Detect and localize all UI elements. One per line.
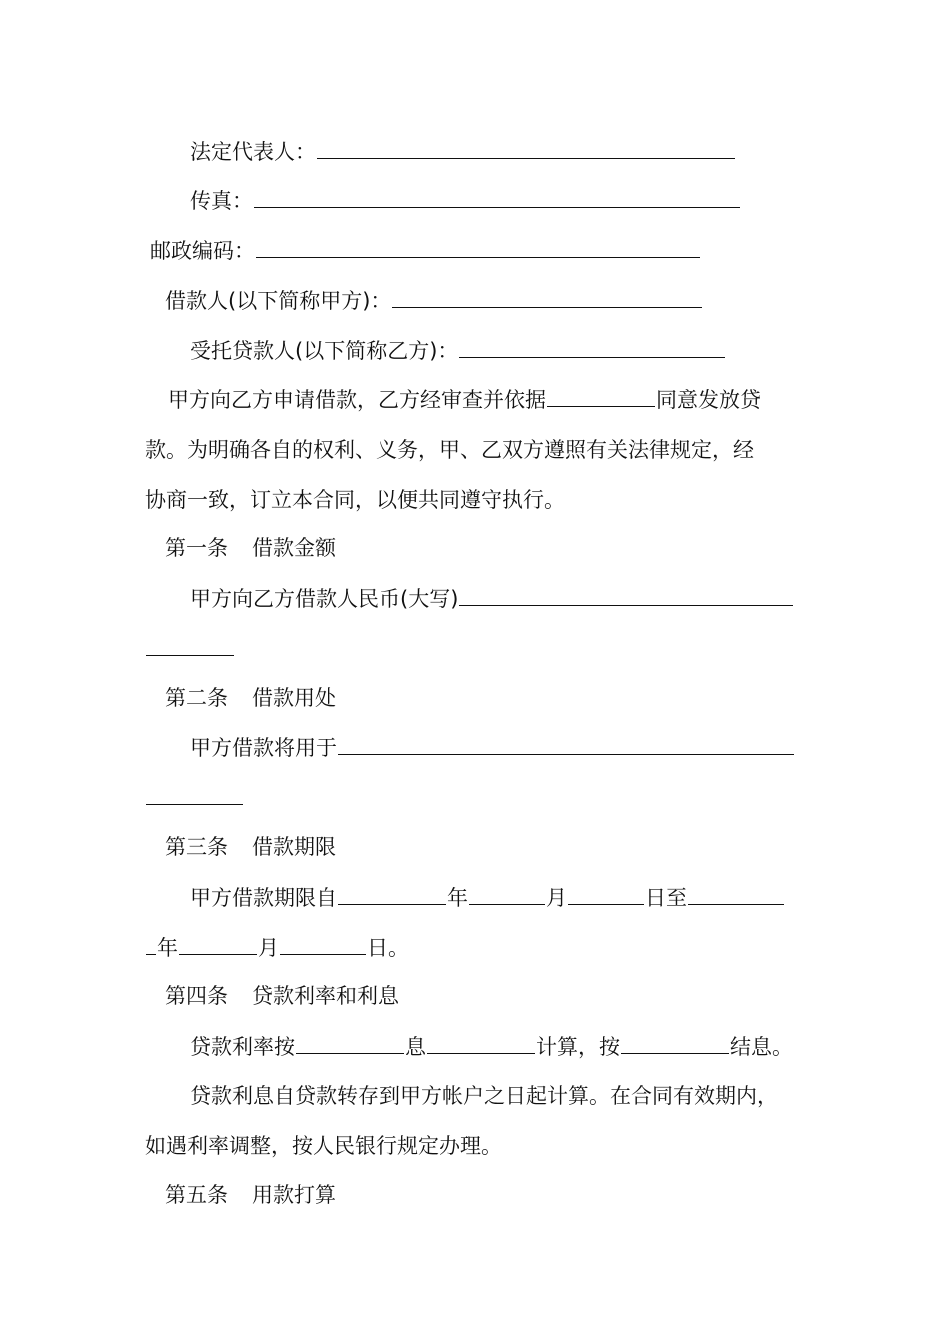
interest-label: 息 bbox=[405, 1035, 426, 1059]
article-3-number: 第三条 bbox=[165, 835, 228, 859]
month-label: 月 bbox=[546, 886, 567, 910]
fax-line bbox=[190, 185, 741, 216]
article-1-title: 借款金额 bbox=[252, 536, 336, 560]
article-3-body-line-1 bbox=[190, 882, 785, 913]
end-year-label: 年 bbox=[157, 936, 178, 960]
fax-label: 传真： bbox=[190, 189, 253, 213]
legal-rep-blank bbox=[317, 136, 735, 159]
settlement-blank bbox=[621, 1031, 729, 1054]
article-4-body-line-3 bbox=[145, 1131, 502, 1161]
calc-label: 计算，按 bbox=[536, 1035, 620, 1059]
article-2-text: 甲方借款将用于 bbox=[190, 736, 337, 760]
intro-basis-blank bbox=[547, 384, 655, 407]
intro-text-2: 款。为明确各自的权利、义务，甲、乙双方遵照有关法律规定，经 bbox=[145, 438, 754, 462]
article-4-body-line-2 bbox=[190, 1081, 778, 1111]
intro-text-3: 协商一致，订立本合同，以便共同遵守执行。 bbox=[145, 488, 565, 512]
fax-blank bbox=[254, 185, 740, 208]
day-to-label: 日至 bbox=[645, 886, 687, 910]
interest-blank bbox=[427, 1031, 535, 1054]
amount-blank-continued bbox=[146, 633, 234, 656]
end-month-blank bbox=[179, 932, 257, 955]
article-4-text-2b: 如遇利率调整，按人民银行规定办理。 bbox=[145, 1134, 502, 1158]
article-2-heading bbox=[165, 683, 336, 713]
postcode-label: 邮政编码： bbox=[150, 239, 255, 263]
article-5-heading bbox=[165, 1180, 336, 1210]
end-year-blank-continued bbox=[146, 932, 156, 955]
intro-line-1 bbox=[168, 384, 761, 415]
article-4-body-line-1 bbox=[190, 1031, 793, 1062]
intro-line-3 bbox=[145, 485, 565, 515]
article-4-heading bbox=[165, 981, 399, 1011]
article-2-continuation bbox=[145, 782, 244, 813]
article-1-text: 甲方向乙方借款人民币(大写) bbox=[190, 587, 459, 611]
legal-rep-label: 法定代表人： bbox=[190, 140, 316, 164]
article-2-number: 第二条 bbox=[165, 686, 228, 710]
article-3-title: 借款期限 bbox=[252, 835, 336, 859]
intro-line-2 bbox=[145, 435, 754, 465]
end-day-label: 日。 bbox=[367, 936, 409, 960]
borrower-blank bbox=[392, 285, 702, 308]
postcode-line bbox=[150, 235, 701, 266]
lender-line bbox=[190, 335, 726, 366]
article-2-body bbox=[190, 732, 795, 763]
article-5-title: 用款打算 bbox=[252, 1183, 336, 1207]
settlement-label: 结息。 bbox=[730, 1035, 793, 1059]
article-2-title: 借款用处 bbox=[252, 686, 336, 710]
end-day-blank bbox=[280, 932, 366, 955]
article-4-text-2a: 贷款利息自贷款转存到甲方帐户之日起计算。在合同有效期内， bbox=[190, 1084, 778, 1108]
article-4-title: 贷款利率和利息 bbox=[252, 984, 399, 1008]
article-3-heading bbox=[165, 832, 336, 862]
borrower-line bbox=[165, 285, 703, 316]
postcode-blank bbox=[256, 235, 700, 258]
start-month-blank bbox=[469, 882, 545, 905]
end-year-blank bbox=[688, 882, 784, 905]
end-month-label: 月 bbox=[258, 936, 279, 960]
legal-rep-line bbox=[190, 136, 736, 167]
purpose-blank-continued bbox=[146, 782, 243, 805]
rate-blank bbox=[296, 1031, 404, 1054]
lender-label: 受托贷款人(以下简称乙方)： bbox=[190, 339, 459, 363]
purpose-blank bbox=[338, 732, 794, 755]
intro-text-1b: 同意发放贷 bbox=[656, 388, 761, 412]
intro-text-1a: 甲方向乙方申请借款，乙方经审查并依据 bbox=[168, 388, 546, 412]
article-1-body bbox=[190, 583, 794, 614]
article-1-number: 第一条 bbox=[165, 536, 228, 560]
term-start-label: 甲方借款期限自 bbox=[190, 886, 337, 910]
article-1-continuation bbox=[145, 633, 235, 664]
article-1-heading bbox=[165, 533, 336, 563]
article-5-number: 第五条 bbox=[165, 1183, 228, 1207]
start-day-blank bbox=[568, 882, 644, 905]
article-4-number: 第四条 bbox=[165, 984, 228, 1008]
start-year-blank bbox=[338, 882, 446, 905]
borrower-label: 借款人(以下简称甲方)： bbox=[165, 289, 392, 313]
article-3-body-line-2 bbox=[145, 932, 409, 963]
amount-blank bbox=[459, 583, 793, 606]
rate-label: 贷款利率按 bbox=[190, 1035, 295, 1059]
lender-blank bbox=[459, 335, 725, 358]
year-label: 年 bbox=[447, 886, 468, 910]
